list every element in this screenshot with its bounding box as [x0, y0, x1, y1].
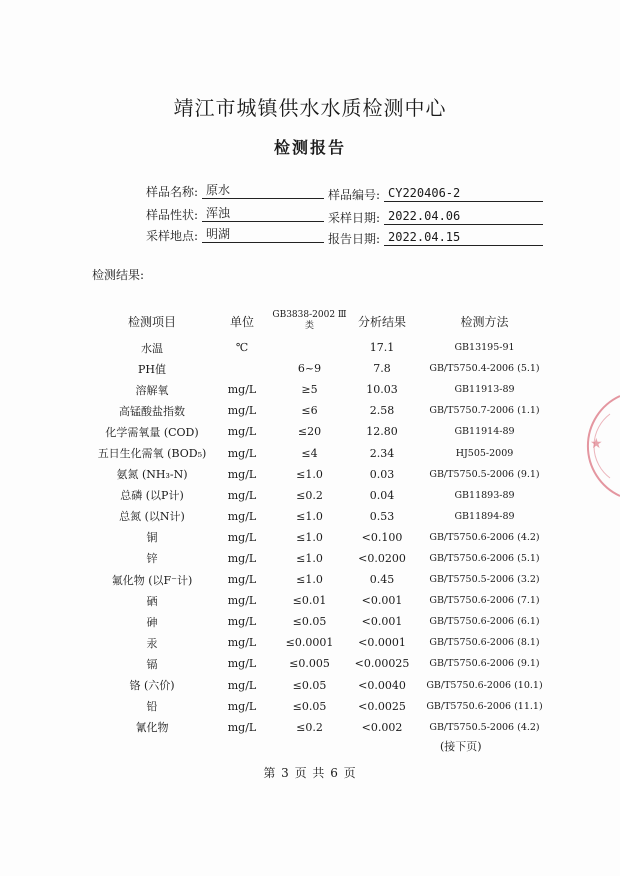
cell-std: ≤0.005	[289, 657, 330, 671]
cell-item: 氰化物	[135, 721, 169, 735]
report-date-label: 报告日期:	[327, 232, 380, 246]
cell-result: 2.34	[369, 446, 395, 460]
cell-item: 溶解氧	[135, 383, 169, 397]
organization-name: 靖江市城镇供水水质检测中心	[173, 96, 447, 120]
cell-result: <0.100	[361, 530, 403, 544]
cell-unit: mg/L	[227, 446, 257, 460]
cell-item: 水温	[141, 341, 163, 355]
cell-result: 0.53	[369, 509, 395, 523]
report-title: 检测报告	[273, 138, 346, 157]
cell-unit: mg/L	[227, 657, 257, 671]
cell-item: 总磷 (以P计)	[120, 489, 184, 503]
cell-unit: mg/L	[227, 425, 257, 439]
cell-method: GB/T5750.5-2006 (4.2)	[429, 721, 540, 733]
cell-std: ≤0.2	[296, 488, 323, 502]
cell-method: GB/T5750.6-2006 (10.1)	[426, 679, 543, 691]
col-header-method: 检测方法	[460, 314, 509, 329]
table-row	[92, 675, 552, 696]
cell-method: GB/T5750.6-2006 (4.2)	[429, 531, 540, 543]
table-row	[92, 485, 552, 506]
cell-method: GB/T5750.6-2006 (6.1)	[429, 616, 540, 628]
cell-result: <0.0200	[358, 551, 406, 565]
cell-unit: mg/L	[227, 383, 257, 397]
cell-std: ≤1.0	[296, 509, 323, 523]
cell-method: GB/T5750.5-2006 (3.2)	[429, 574, 540, 586]
table-row	[92, 421, 552, 442]
svg-text:★: ★	[590, 436, 603, 452]
table-row	[92, 611, 552, 632]
cell-std: ≤0.05	[292, 699, 327, 713]
table-row	[92, 653, 552, 674]
cell-result: 0.03	[369, 467, 395, 481]
cell-method: GB13195-91	[454, 342, 515, 354]
table-row	[92, 358, 552, 379]
sample-no-label: 样品编号:	[327, 188, 380, 202]
table-row	[92, 464, 552, 485]
cell-method: GB/T5750.6-2006 (5.1)	[429, 552, 540, 564]
cell-result: <0.002	[361, 720, 403, 734]
table-row	[92, 400, 552, 421]
cell-method: GB11913-89	[454, 384, 515, 396]
cell-item: 砷	[146, 615, 158, 629]
cell-std: ≤20	[297, 425, 322, 439]
table-row	[92, 379, 552, 400]
cell-unit: mg/L	[227, 699, 257, 713]
cell-result: <0.0025	[358, 699, 406, 713]
cell-std: ≥5	[301, 383, 318, 397]
cell-unit: mg/L	[227, 488, 257, 502]
cell-unit: mg/L	[227, 404, 257, 418]
table-row	[92, 548, 552, 569]
col-header-result: 分析结果	[357, 314, 406, 329]
table-row	[92, 632, 552, 653]
cell-item: 五日生化需氧 (BOD₅)	[97, 447, 207, 461]
table-row	[92, 337, 552, 358]
sampling-site-label: 采样地点:	[145, 229, 198, 243]
cell-result: <0.00025	[354, 657, 410, 671]
cell-unit: mg/L	[227, 551, 257, 565]
cell-item: 铜	[146, 531, 158, 545]
cell-unit: mg/L	[227, 720, 257, 734]
cell-std: ≤6	[301, 404, 318, 418]
cell-method: GB/T5750.6-2006 (8.1)	[429, 637, 540, 649]
cell-unit: mg/L	[227, 509, 257, 523]
cell-result: <0.001	[361, 615, 403, 629]
cell-item: 氨氮 (NH₃-N)	[116, 468, 188, 482]
cell-item: 镉	[146, 657, 158, 671]
cell-unit: mg/L	[227, 678, 257, 692]
cell-method: GB11894-89	[454, 510, 515, 522]
results-body	[92, 337, 552, 738]
cell-std: ≤0.05	[292, 615, 327, 629]
cell-method: HJ505-2009	[455, 447, 514, 459]
cell-std: ≤0.2	[296, 720, 323, 734]
cell-result: 7.8	[373, 362, 391, 376]
sampling-site-value: 明湖	[202, 227, 324, 243]
sample-property-value: 浑浊	[202, 206, 324, 222]
cell-unit: ℃	[235, 341, 249, 355]
cell-method: GB/T5750.5-2006 (9.1)	[429, 468, 540, 480]
table-row	[92, 442, 552, 463]
cell-std: ≤1.0	[296, 467, 323, 481]
cell-result: 0.45	[369, 573, 395, 587]
cell-item: 锌	[146, 552, 158, 566]
cell-result: 2.58	[369, 404, 395, 418]
cell-item: 氟化物 (以F⁻计)	[111, 573, 193, 587]
results-header-row	[92, 305, 552, 337]
cell-method: GB/T5750.6-2006 (9.1)	[429, 658, 540, 670]
cell-result: <0.001	[361, 594, 403, 608]
cell-method: GB/T5750.7-2006 (1.1)	[429, 405, 540, 417]
sampling-date-value: 2022.04.06	[384, 209, 543, 225]
cell-item: 高锰酸盐指数	[119, 404, 185, 418]
cell-method: GB11893-89	[454, 489, 515, 501]
table-row	[92, 717, 552, 738]
cell-std: ≤1.0	[296, 530, 323, 544]
cell-std: ≤1.0	[296, 573, 323, 587]
results-table	[92, 305, 552, 738]
cell-item: 化学需氧量 (COD)	[105, 425, 199, 439]
cell-std	[272, 337, 347, 358]
cell-item: 铅	[146, 700, 158, 714]
cell-result: 17.1	[369, 341, 395, 355]
cell-result: <0.0001	[358, 636, 406, 650]
cell-unit: mg/L	[227, 467, 257, 481]
continued-note: (接下页)	[440, 740, 482, 753]
cell-result: 10.03	[366, 383, 398, 397]
table-row	[92, 696, 552, 717]
report-date-value: 2022.04.15	[384, 230, 543, 246]
cell-std: ≤0.0001	[285, 636, 334, 650]
sample-name-value: 原水	[202, 183, 324, 199]
cell-item: 硒	[146, 594, 158, 608]
cell-method: GB/T5750.6-2006 (7.1)	[429, 595, 540, 607]
cell-item: 铬 (六价)	[129, 679, 175, 693]
cell-std: ≤1.0	[296, 551, 323, 565]
sample-no-value: CY220406-2	[384, 186, 543, 202]
cell-unit	[212, 358, 272, 379]
col-header-standard: GB3838-2002 Ⅲ类	[272, 310, 347, 331]
cell-method: GB/T5750.4-2006 (5.1)	[429, 363, 540, 375]
cell-std: ≤0.05	[292, 678, 327, 692]
results-label: 检测结果:	[92, 268, 145, 282]
cell-result: <0.0040	[358, 678, 406, 692]
red-seal-stamp	[560, 386, 620, 506]
cell-std: ≤4	[301, 446, 318, 460]
table-row	[92, 527, 552, 548]
sampling-date-label: 采样日期:	[327, 211, 380, 225]
cell-method: GB/T5750.6-2006 (11.1)	[426, 700, 543, 712]
cell-result: 12.80	[366, 425, 398, 439]
cell-item: 总氮 (以N计)	[119, 510, 185, 524]
cell-unit: mg/L	[227, 636, 257, 650]
cell-unit: mg/L	[227, 615, 257, 629]
cell-method: GB11914-89	[454, 426, 515, 438]
col-header-unit: 单位	[229, 314, 254, 329]
cell-unit: mg/L	[227, 573, 257, 587]
cell-std: 6~9	[297, 362, 322, 376]
sample-name-label: 样品名称:	[145, 185, 198, 199]
cell-unit: mg/L	[227, 530, 257, 544]
col-header-item: 检测项目	[127, 314, 176, 329]
table-row	[92, 569, 552, 590]
cell-std: ≤0.01	[292, 594, 327, 608]
table-row	[92, 590, 552, 611]
cell-result: 0.04	[369, 488, 395, 502]
sample-property-label: 样品性状:	[145, 208, 198, 222]
table-row	[92, 506, 552, 527]
cell-item: PH值	[138, 362, 166, 376]
cell-item: 汞	[146, 636, 158, 650]
cell-unit: mg/L	[227, 594, 257, 608]
page-number: 第 3 页 共 6 页	[263, 766, 357, 780]
